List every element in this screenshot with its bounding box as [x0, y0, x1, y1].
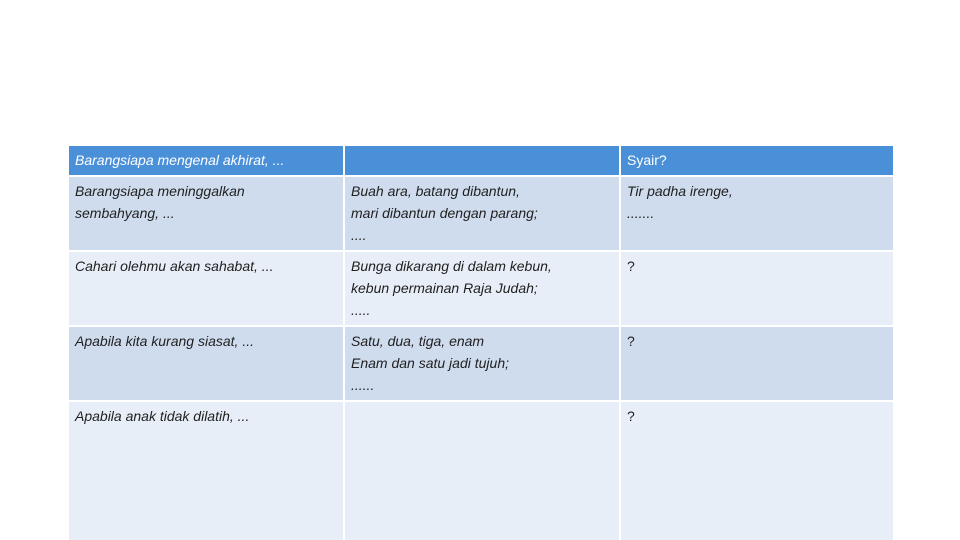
- table-row: [68, 401, 894, 540]
- table-cell: [68, 326, 344, 401]
- table-cell: [620, 251, 894, 326]
- header-cell-col3: Syair?: [620, 145, 894, 176]
- cell-line: Enam dan satu jadi tujuh;: [351, 355, 509, 371]
- cell-line: sembahyang, ...: [75, 205, 175, 221]
- cell-line: Tir padha irenge,: [627, 183, 733, 199]
- table-cell: [620, 176, 894, 251]
- table-cell: [344, 401, 620, 540]
- cell-line: Bunga dikarang di dalam kebun,: [351, 258, 552, 274]
- cell-line: ......: [351, 377, 375, 393]
- table-cell: [344, 176, 620, 251]
- table-cell: [68, 251, 344, 326]
- cell-line: Apabila kita kurang siasat, ...: [75, 333, 254, 349]
- syair-table: [67, 144, 895, 540]
- table-header-row: [68, 145, 894, 176]
- cell-line: mari dibantun dengan parang;: [351, 205, 538, 221]
- table-cell: [68, 401, 344, 540]
- table-cell: [344, 326, 620, 401]
- cell-line: Apabila anak tidak dilatih, ...: [75, 408, 250, 424]
- cell-line: Buah ara, batang dibantun,: [351, 183, 520, 199]
- cell-line: Barangsiapa meninggalkan: [75, 183, 245, 199]
- cell-line: ....: [351, 227, 367, 243]
- table-cell: [620, 326, 894, 401]
- header-cell-col2: [344, 145, 620, 176]
- cell-line: ?: [627, 333, 635, 349]
- cell-line: kebun permainan Raja Judah;: [351, 280, 538, 296]
- cell-line: Satu, dua, tiga, enam: [351, 333, 485, 349]
- table-cell: [620, 401, 894, 540]
- table-cell: [344, 251, 620, 326]
- table-row: [68, 326, 894, 401]
- cell-line: .....: [351, 302, 371, 318]
- cell-line: .......: [627, 205, 655, 221]
- cell-line: Cahari olehmu akan sahabat, ...: [75, 258, 274, 274]
- cell-line: ?: [627, 258, 635, 274]
- table-row: [68, 176, 894, 251]
- cell-line: ?: [627, 408, 635, 424]
- table-row: [68, 251, 894, 326]
- header-cell-col1: Barangsiapa mengenal akhirat, ...: [68, 145, 344, 176]
- table-cell: [68, 176, 344, 251]
